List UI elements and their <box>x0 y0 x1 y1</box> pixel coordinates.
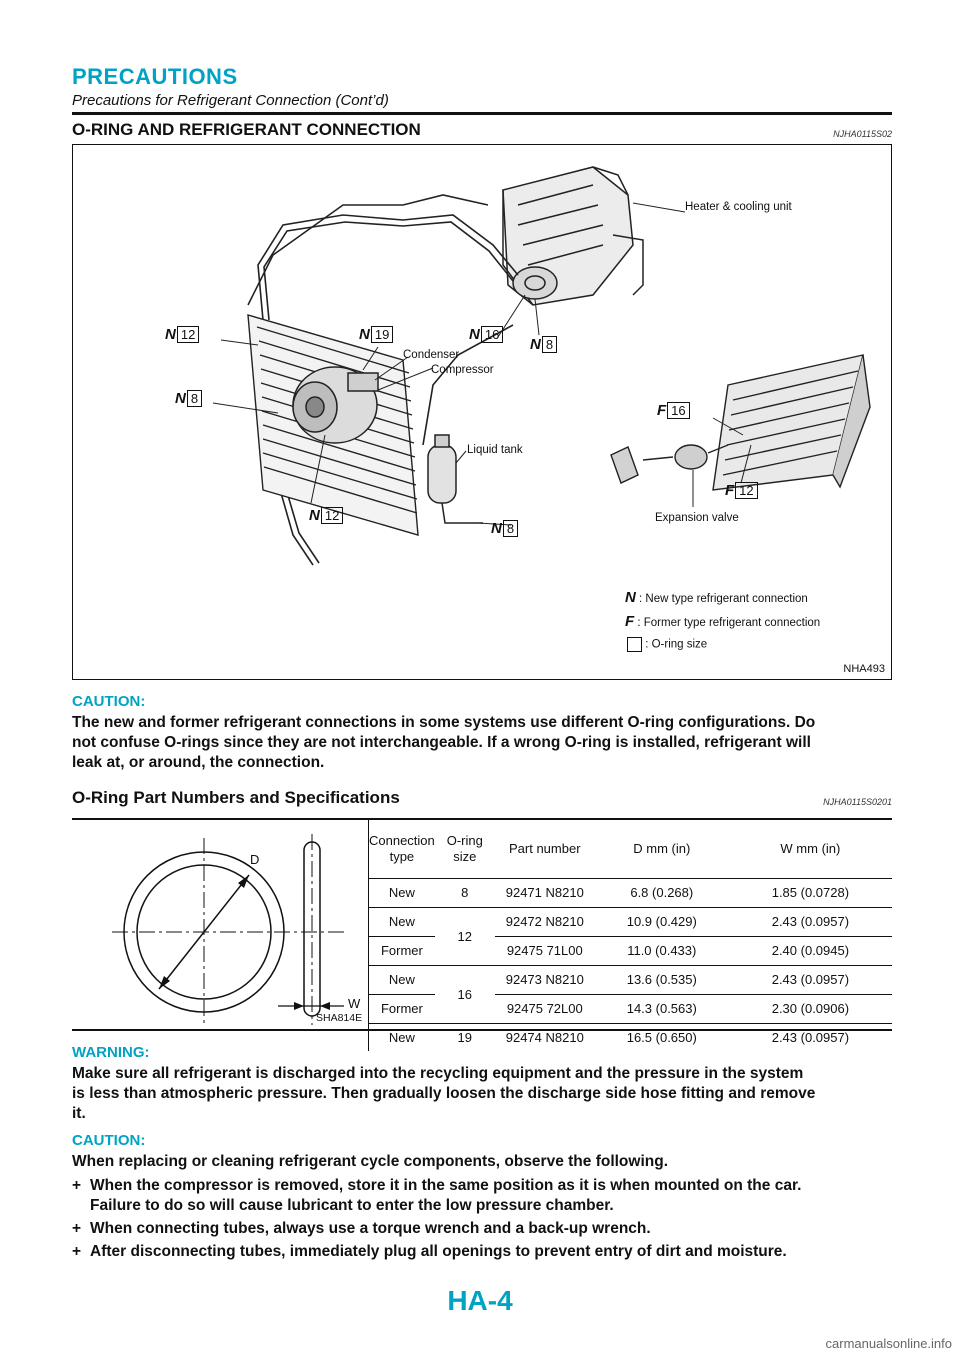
legend-former-connection <box>625 613 820 630</box>
cell-w: 2.43 (0.0957) <box>729 907 892 936</box>
caution-line: not confuse O-rings since they are not interchangeable. If a wrong O-ring is installed, refrigerant will <box>72 734 811 751</box>
label-condenser: Condenser <box>403 349 460 361</box>
page-section-title: PRECAUTIONS <box>72 64 238 89</box>
cell-d: 14.3 (0.563) <box>595 994 729 1023</box>
cell-w: 2.30 (0.0906) <box>729 994 892 1023</box>
label-liquid-tank: Liquid tank <box>467 444 523 456</box>
bullet-line: When the compressor is removed, store it in the same position as it is when mounted on the car. <box>90 1177 802 1194</box>
warning-line: Make sure all refrigerant is discharged into the recycling equipment and the pressure in the system <box>72 1065 804 1082</box>
label-heater-cooling-unit: Heater & cooling unit <box>685 201 792 213</box>
table-row <box>369 907 893 936</box>
bullet-line: When connecting tubes, always use a torque wrench and a back-up wrench. <box>90 1220 651 1237</box>
header-divider <box>72 112 892 115</box>
cell-w: 1.85 (0.0728) <box>729 878 892 907</box>
new-connection-icon: N <box>469 326 480 343</box>
bullet-line: After disconnecting tubes, immediately plug all openings to prevent entry of dirt and moisture. <box>90 1243 787 1260</box>
legend-new-connection <box>625 589 808 606</box>
new-connection-icon: N <box>165 326 176 343</box>
section-reference-id: NJHA0115S0201 <box>823 797 892 807</box>
warning-line: is less than atmospheric pressure. Then gradually loosen the discharge side hose fitting and remove <box>72 1085 816 1102</box>
badge-new-connection-8-bottom <box>491 520 518 538</box>
expansion-valve-drawing <box>611 445 728 483</box>
label-expansion-valve: Expansion valve <box>655 512 739 524</box>
cell-w: 2.40 (0.0945) <box>729 936 892 965</box>
refrigerant-system-figure <box>72 144 892 680</box>
badge-new-connection-12-bottom <box>309 507 343 525</box>
oring-size-box: 8 <box>187 390 202 407</box>
heater-cooling-unit-drawing <box>503 167 643 305</box>
figure-code-nha493: NHA493 <box>843 663 885 675</box>
oring-size-box: 12 <box>735 482 757 499</box>
cell-type: New <box>369 878 435 907</box>
cell-part: 92472 N8210 <box>495 907 595 936</box>
list-item <box>72 1242 894 1262</box>
bullet-marker: + <box>72 1220 82 1237</box>
new-connection-icon: N <box>359 326 370 343</box>
page-number: HA-4 <box>447 1285 513 1316</box>
warning-paragraph <box>72 1064 894 1124</box>
legend-new-text: : New type refrigerant connection <box>639 593 808 605</box>
table-row <box>369 965 893 994</box>
header-oring-size: O-ring size <box>435 820 495 878</box>
header-w: W mm (in) <box>729 820 892 878</box>
header-part-number: Part number <box>495 820 595 878</box>
bullet-marker: + <box>72 1177 82 1194</box>
legend-former-text: : Former type refrigerant connection <box>637 617 821 629</box>
cell-type: New <box>369 907 435 936</box>
oring-size-box: 8 <box>542 336 557 353</box>
new-connection-icon: N <box>530 336 541 353</box>
table-row <box>369 1023 893 1051</box>
section-heading-oring-connection: O-RING AND REFRIGERANT CONNECTION <box>72 120 421 139</box>
caution-paragraph <box>72 713 894 773</box>
label-compressor: Compressor <box>431 364 494 376</box>
oring-size-box: 16 <box>667 402 689 419</box>
badge-new-connection-8-top <box>530 336 557 354</box>
new-connection-icon: N <box>625 589 636 606</box>
page-subtitle: Precautions for Refrigerant Connection (Cont’d) <box>72 92 389 109</box>
compressor-drawing <box>293 367 378 443</box>
former-connection-icon: F <box>725 482 735 499</box>
caution-heading: CAUTION: <box>72 693 146 710</box>
cell-part: 92473 N8210 <box>495 965 595 994</box>
warning-heading: WARNING: <box>72 1044 150 1061</box>
cell-part: 92471 N8210 <box>495 878 595 907</box>
caution-heading: CAUTION: <box>72 1132 146 1149</box>
warning-line: it. <box>72 1105 86 1122</box>
oring-size-box: 8 <box>503 520 518 537</box>
bullet-line: Failure to do so will cause lubricant to enter the low pressure chamber. <box>90 1197 614 1214</box>
cell-type: New <box>369 1023 435 1051</box>
cell-size: 12 <box>435 907 495 965</box>
cell-part: 92475 71L00 <box>495 936 595 965</box>
badge-new-connection-8-left <box>175 390 202 408</box>
section-reference-id: NJHA0115S02 <box>833 129 892 139</box>
cell-d: 6.8 (0.268) <box>595 878 729 907</box>
oring-spec-table <box>368 820 892 1051</box>
cell-part: 92474 N8210 <box>505 1029 584 1045</box>
cell-type: Former <box>369 994 435 1023</box>
oring-size-box: 16 <box>481 326 503 343</box>
badge-new-connection-16 <box>469 326 503 344</box>
badge-new-connection-12-top <box>165 326 199 344</box>
caution-line: The new and former refrigerant connections in some systems use different O-ring configurations. Do <box>72 714 816 731</box>
cell-d: 16.5 (0.650) <box>626 1029 697 1045</box>
new-connection-icon: N <box>491 520 502 537</box>
cell-w: 2.43 (0.0957) <box>729 965 892 994</box>
bullet-marker: + <box>72 1243 82 1260</box>
table-row <box>369 878 893 907</box>
list-item <box>72 1176 894 1216</box>
cell-type: Former <box>369 936 435 965</box>
cell-part: 92475 72L00 <box>495 994 595 1023</box>
figure-code-sha814e: SHA814E <box>316 1012 363 1024</box>
oring-size-box: 12 <box>321 507 343 524</box>
oring-size-box: 19 <box>371 326 393 343</box>
header-d: D mm (in) <box>595 820 729 878</box>
section-heading-oring-specs: O-Ring Part Numbers and Specifications <box>72 788 400 807</box>
dimension-label-d: D <box>250 852 260 867</box>
oring-spec-block <box>72 818 892 1045</box>
former-connection-icon: F <box>657 402 667 419</box>
list-item <box>72 1219 894 1239</box>
table-header-row <box>369 820 893 878</box>
cell-type: New <box>369 965 435 994</box>
cell-w: 2.43 (0.0957) <box>771 1029 850 1045</box>
oring-size-box-icon <box>627 637 642 652</box>
cell-d: 11.0 (0.433) <box>595 936 729 965</box>
badge-new-connection-19 <box>359 326 393 344</box>
cell-size: 19 <box>457 1029 473 1045</box>
legend-size-text: : O-ring size <box>645 638 708 651</box>
oring-dimension-diagram <box>72 820 368 1029</box>
caution-line: leak at, or around, the connection. <box>72 754 325 771</box>
badge-former-connection-16 <box>657 402 690 420</box>
dimension-label-w: W <box>348 996 361 1011</box>
evaporator-drawing <box>713 355 870 490</box>
former-connection-icon: F <box>625 613 635 630</box>
caution-intro: When replacing or cleaning refrigerant cycle components, observe the following. <box>72 1153 669 1170</box>
new-connection-icon: N <box>175 390 186 407</box>
watermark-text: carmanualsonline.info <box>825 1336 952 1351</box>
oring-size-box: 12 <box>177 326 199 343</box>
cell-d: 10.9 (0.429) <box>595 907 729 936</box>
new-connection-icon: N <box>309 507 320 524</box>
cell-size: 16 <box>435 965 495 1023</box>
header-connection-type: Connection type <box>369 820 435 878</box>
cell-d: 13.6 (0.535) <box>595 965 729 994</box>
legend-oring-size <box>627 637 707 652</box>
cell-size: 8 <box>435 878 495 907</box>
badge-former-connection-12 <box>725 482 758 500</box>
